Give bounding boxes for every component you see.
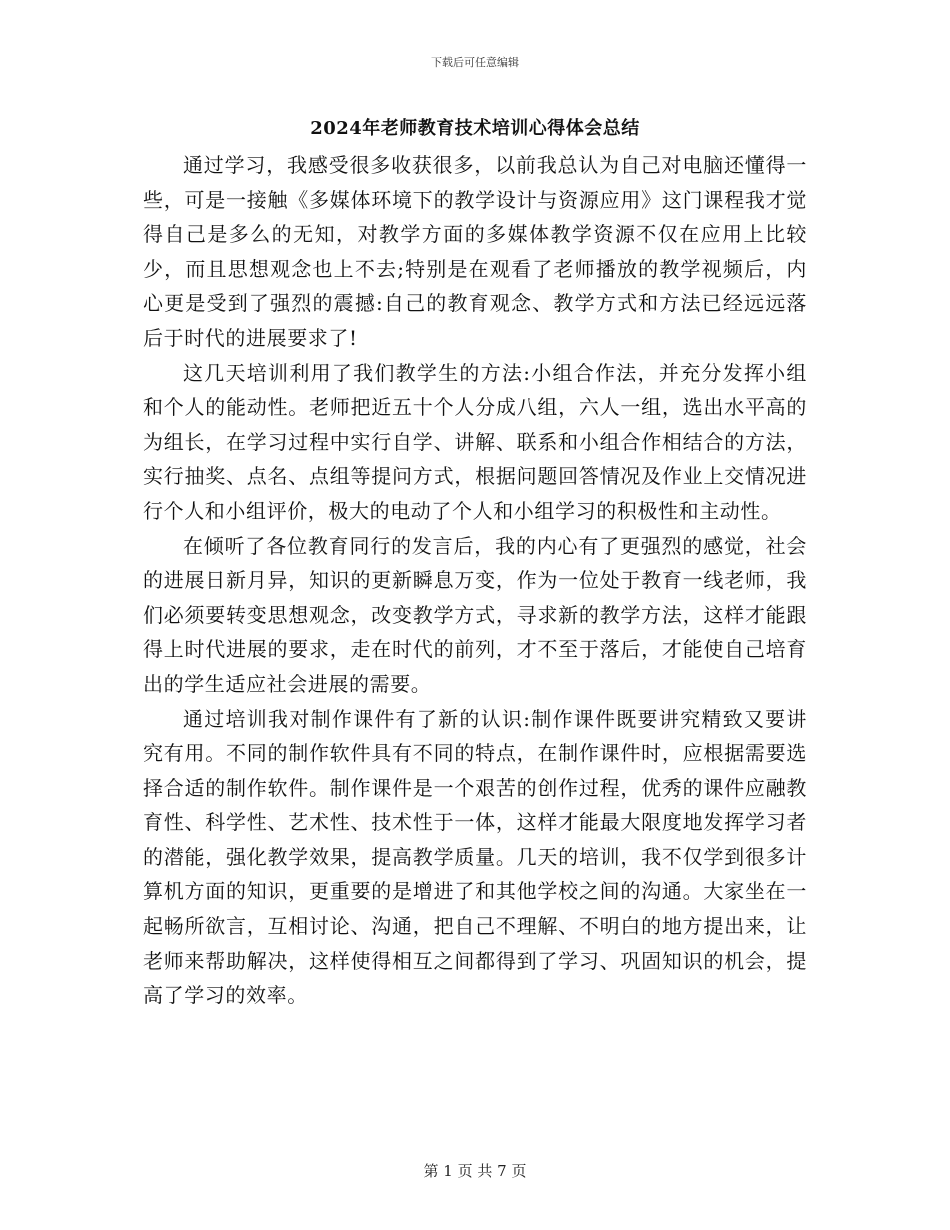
paragraph-4: 通过培训我对制作课件有了新的认识:制作课件既要讲究精致又要讲究有用。不同的制作软件具有不同的特点，在制作课件时，应根据需要选择合适的制作软件。制作课件是一个艰苦的创作过程，优秀的课件应融教育性、科学性、艺术性、技术性于一体，这样才能最大限度地发挥学习者的潜能，强化教学效果，提高教学质量。几天的培训，我不仅学到很多计算机方面的知识，更重要的是增进了和其他学校之间的沟通。大家坐在一起畅所欲言，互相讨论、沟通，把自己不理解、不明白的地方提出来，让老师来帮助解决，这样使得相互之间都得到了学习、巩固知识的机会，提高了学习的效率。 <box>143 706 807 1008</box>
header-note: 下载后可任意编辑 <box>431 56 519 69</box>
paragraph-1: 通过学习，我感受很多收获很多，以前我总认为自己对电脑还懂得一些，可是一接触《多媒体环境下的教学设计与资源应用》这门课程我才觉得自己是多么的无知，对教学方面的多媒体教学资源不仅在应用上比较少，而且思想观念也上不去;特别是在观看了老师播放的教学视频后，内心更是受到了强烈的震撼:自己的教育观念、教学方式和方法已经远远落后于时代的进展要求了! <box>143 153 807 350</box>
document-title: 2024年老师教育技术培训心得体会总结 <box>310 118 640 139</box>
paragraph-3: 在倾听了各位教育同行的发言后，我的内心有了更强烈的感觉，社会的进展日新月异，知识的更新瞬息万变，作为一位处于教育一线老师，我们必须要转变思想观念，改变教学方式，寻求新的教学方法，这样才能跟得上时代进展的要求，走在时代的前列，才不至于落后，才能使自己培育出的学生适应社会进展的需要。 <box>143 533 807 696</box>
document-body <box>143 148 807 1013</box>
page-number: 第 1 页 共 7 页 <box>423 1162 527 1180</box>
paragraph-2: 这几天培训利用了我们教学生的方法:小组合作法，并充分发挥小组和个人的能动性。老师把近五十个人分成八组，六人一组，选出水平高的为组长，在学习过程中实行自学、讲解、联系和小组合作相结合的方法，实行抽奖、点名、点组等提问方式，根据问题回答情况及作业上交情况进行个人和小组评价，极大的电动了个人和小组学习的积极性和主动性。 <box>143 360 807 523</box>
